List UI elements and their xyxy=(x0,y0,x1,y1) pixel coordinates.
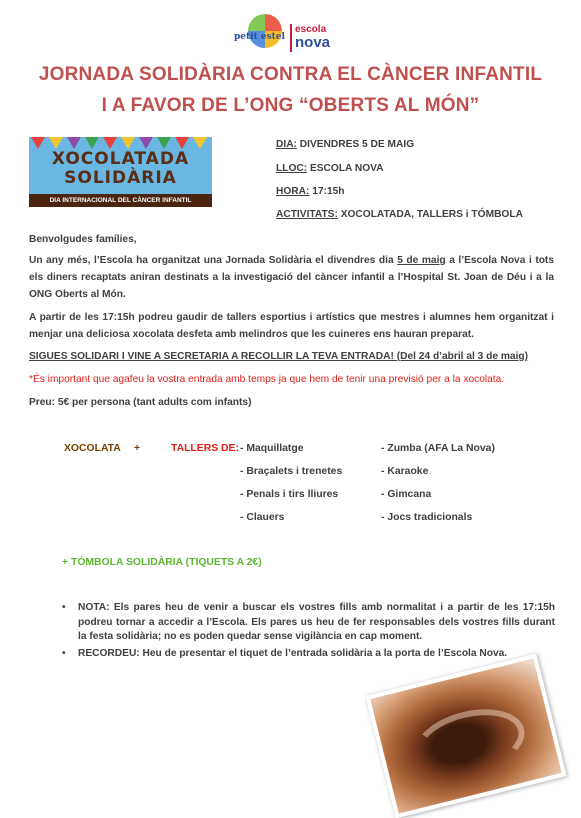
logo-escola-text: escola xyxy=(295,24,327,35)
greeting: Benvolgudes famílies, xyxy=(29,234,137,245)
logo-divider xyxy=(290,24,292,52)
tallers-label: TALLERS DE: xyxy=(171,443,239,454)
plus-sign: + xyxy=(134,443,141,454)
banner-title-2: SOLIDÀRIA xyxy=(64,168,177,188)
tombola-plus: + xyxy=(62,557,71,568)
hora-value: 17:15h xyxy=(309,186,345,197)
xocolata-label: XOCOLATA xyxy=(64,443,121,454)
chocolate-photo xyxy=(365,654,566,818)
banner-title-1: XOCOLATADA xyxy=(51,149,190,169)
xocolatada-banner-image xyxy=(29,137,212,207)
workshop-item: - Maquillatge xyxy=(240,443,304,454)
info-hora xyxy=(276,186,345,197)
dia-value: DIVENDRES 5 DE MAIG xyxy=(296,139,415,150)
logo-nova-text: nova xyxy=(295,34,331,51)
paragraph-intro xyxy=(29,252,554,303)
logo-petit-estel-text: petit estel xyxy=(234,32,285,42)
info-activitats xyxy=(276,209,523,220)
activitats-value: XOCOLATADA, TALLERS i TÓMBOLA xyxy=(337,209,523,220)
workshop-item: - Gimcana xyxy=(381,489,432,500)
info-dia xyxy=(276,139,414,150)
intro-text-b: a l’Escola Nova i tots els diners recaptats aniran destinats a la investigació del càncer infantil a l’Hospital St. Joan de Déu i a la ONG Oberts al Món. xyxy=(29,255,554,300)
paragraph-activities: A partir de les 17:15h podreu gaudir de tallers esportius i artístics que mestres i alumnes hem organitzat i menjar una deliciosa xocolata desfeta amb melindros que les cuineres ens hauran preparat. xyxy=(29,312,554,340)
lloc-label: LLOC: xyxy=(276,163,308,174)
workshop-item: - Karaoke xyxy=(381,466,429,477)
note-item: • RECORDEU: Heu de presentar el tiquet de l’entrada solidària a la porta de l’Escola Nova. xyxy=(62,647,555,662)
paragraph-call-to-action: SIGUES SOLIDARI I VINE A SECRETARIA A RECOLLIR LA TEVA ENTRADA! (Del 24 d’abril al 3 de maig) xyxy=(29,351,529,362)
workshop-item: - Braçalets i trenetes xyxy=(240,466,343,477)
workshop-item: - Clauers xyxy=(240,512,285,523)
school-logo xyxy=(234,10,344,58)
dia-label: DIA: xyxy=(276,139,297,150)
tombola-line xyxy=(62,554,262,571)
workshop-item: - Zumba (AFA La Nova) xyxy=(381,443,495,454)
logo-star-emblem xyxy=(248,14,282,48)
paragraph-warning: *És important que agafeu la vostra entrada amb temps ja que hem de tenir una previsió per a la xocolata. xyxy=(29,374,505,385)
intro-date: 5 de maig xyxy=(397,255,446,266)
activitats-label: ACTIVITATS: xyxy=(276,209,338,220)
note-item: • NOTA: Els pares heu de venir a buscar els vostres fills amb normalitat i a partir de les 17:15h podreu tornar a accedir a l’Escola. Els pares us heu de fer responsables dels vostres fills durant la festa solidària; no es poden quedar sense vigilància en cap moment. xyxy=(62,601,555,645)
intro-text-a: Un any més, l’Escola ha organitzat una Jornada Solidària el divendres dia xyxy=(29,255,398,266)
banner-subtitle: DIA INTERNACIONAL DEL CÀNCER INFANTIL xyxy=(29,194,212,207)
hora-label: HORA: xyxy=(276,186,310,197)
notes-list xyxy=(62,601,555,661)
info-lloc xyxy=(276,163,384,174)
price: Preu: 5€ per persona (tant adults com infants) xyxy=(29,397,252,408)
title-line-2: I A FAVOR DE L’ONG “OBERTS AL MÓN” xyxy=(101,95,480,116)
tombola-text: TÓMBOLA SOLIDÀRIA (TIQUETS A 2€) xyxy=(70,557,262,568)
lloc-value: ESCOLA NOVA xyxy=(307,163,384,174)
title-line-1: JORNADA SOLIDÀRIA CONTRA EL CÀNCER INFANTIL xyxy=(38,64,543,85)
workshop-item: - Penals i tirs lliures xyxy=(240,489,339,500)
workshop-item: - Jocs tradicionals xyxy=(381,512,473,523)
